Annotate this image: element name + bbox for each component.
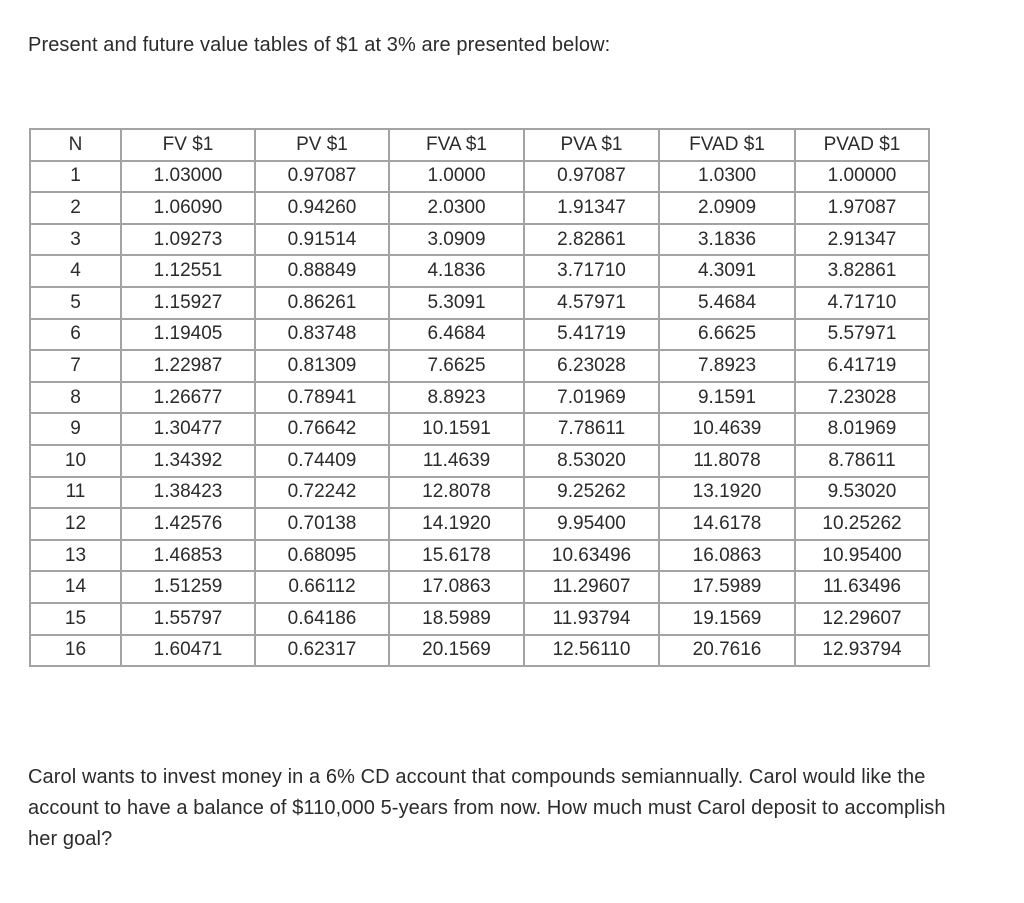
period-cell: 16 xyxy=(30,635,121,667)
value-tables-container xyxy=(29,128,930,667)
value-cell: 3.82861 xyxy=(795,255,929,287)
value-cell: 5.57971 xyxy=(795,319,929,351)
table-row xyxy=(30,319,929,351)
value-cell: 1.09273 xyxy=(121,224,255,256)
value-cell: 8.01969 xyxy=(795,413,929,445)
value-cell: 12.8078 xyxy=(389,477,524,509)
table-header-row xyxy=(30,129,929,161)
value-cell: 12.29607 xyxy=(795,603,929,635)
value-cell: 0.68095 xyxy=(255,540,389,572)
value-cell: 10.63496 xyxy=(524,540,659,572)
period-cell: 4 xyxy=(30,255,121,287)
value-cell: 1.42576 xyxy=(121,508,255,540)
value-cell: 0.72242 xyxy=(255,477,389,509)
value-cell: 1.91347 xyxy=(524,192,659,224)
value-cell: 8.78611 xyxy=(795,445,929,477)
value-cell: 2.82861 xyxy=(524,224,659,256)
value-cell: 6.23028 xyxy=(524,350,659,382)
value-cell: 9.1591 xyxy=(659,382,795,414)
value-cell: 8.8923 xyxy=(389,382,524,414)
value-cell: 4.71710 xyxy=(795,287,929,319)
value-cell: 4.3091 xyxy=(659,255,795,287)
value-cell: 4.57971 xyxy=(524,287,659,319)
value-cell: 1.26677 xyxy=(121,382,255,414)
value-cell: 19.1569 xyxy=(659,603,795,635)
value-cell: 11.4639 xyxy=(389,445,524,477)
value-cell: 0.70138 xyxy=(255,508,389,540)
value-cell: 0.86261 xyxy=(255,287,389,319)
column-header: N xyxy=(30,129,121,161)
value-cell: 2.0909 xyxy=(659,192,795,224)
value-cell: 3.1836 xyxy=(659,224,795,256)
value-cell: 0.94260 xyxy=(255,192,389,224)
value-cell: 4.1836 xyxy=(389,255,524,287)
value-cell: 1.34392 xyxy=(121,445,255,477)
value-cell: 5.3091 xyxy=(389,287,524,319)
table-row xyxy=(30,413,929,445)
value-cell: 20.7616 xyxy=(659,635,795,667)
table-row xyxy=(30,508,929,540)
value-cell: 9.53020 xyxy=(795,477,929,509)
value-cell: 7.78611 xyxy=(524,413,659,445)
value-cell: 7.8923 xyxy=(659,350,795,382)
value-cell: 10.25262 xyxy=(795,508,929,540)
value-cell: 12.56110 xyxy=(524,635,659,667)
period-cell: 1 xyxy=(30,161,121,193)
period-cell: 2 xyxy=(30,192,121,224)
value-cell: 0.64186 xyxy=(255,603,389,635)
value-cell: 1.51259 xyxy=(121,571,255,603)
value-cell: 0.74409 xyxy=(255,445,389,477)
value-cell: 10.4639 xyxy=(659,413,795,445)
column-header: PVA $1 xyxy=(524,129,659,161)
table-row xyxy=(30,635,929,667)
value-cell: 18.5989 xyxy=(389,603,524,635)
period-cell: 9 xyxy=(30,413,121,445)
column-header: PVAD $1 xyxy=(795,129,929,161)
value-cell: 1.03000 xyxy=(121,161,255,193)
value-cell: 11.29607 xyxy=(524,571,659,603)
value-cell: 9.25262 xyxy=(524,477,659,509)
value-cell: 1.0000 xyxy=(389,161,524,193)
column-header: FV $1 xyxy=(121,129,255,161)
value-cell: 0.78941 xyxy=(255,382,389,414)
value-cell: 0.88849 xyxy=(255,255,389,287)
value-cell: 20.1569 xyxy=(389,635,524,667)
value-cell: 2.91347 xyxy=(795,224,929,256)
value-cell: 11.93794 xyxy=(524,603,659,635)
table-row xyxy=(30,287,929,319)
value-cell: 12.93794 xyxy=(795,635,929,667)
value-cell: 1.06090 xyxy=(121,192,255,224)
value-cell: 0.66112 xyxy=(255,571,389,603)
value-cell: 0.62317 xyxy=(255,635,389,667)
period-cell: 14 xyxy=(30,571,121,603)
period-cell: 5 xyxy=(30,287,121,319)
table-row xyxy=(30,445,929,477)
present-future-value-table xyxy=(29,128,930,667)
column-header: FVAD $1 xyxy=(659,129,795,161)
value-cell: 0.97087 xyxy=(255,161,389,193)
period-cell: 3 xyxy=(30,224,121,256)
value-cell: 0.97087 xyxy=(524,161,659,193)
table-row xyxy=(30,477,929,509)
value-cell: 7.6625 xyxy=(389,350,524,382)
value-cell: 0.91514 xyxy=(255,224,389,256)
value-cell: 10.95400 xyxy=(795,540,929,572)
table-row xyxy=(30,224,929,256)
value-cell: 16.0863 xyxy=(659,540,795,572)
value-cell: 14.6178 xyxy=(659,508,795,540)
table-row xyxy=(30,571,929,603)
value-cell: 8.53020 xyxy=(524,445,659,477)
value-cell: 14.1920 xyxy=(389,508,524,540)
value-cell: 6.41719 xyxy=(795,350,929,382)
value-cell: 1.55797 xyxy=(121,603,255,635)
value-cell: 17.0863 xyxy=(389,571,524,603)
table-body xyxy=(30,161,929,667)
period-cell: 6 xyxy=(30,319,121,351)
value-cell: 5.41719 xyxy=(524,319,659,351)
value-cell: 3.0909 xyxy=(389,224,524,256)
value-cell: 0.76642 xyxy=(255,413,389,445)
period-cell: 11 xyxy=(30,477,121,509)
value-cell: 0.81309 xyxy=(255,350,389,382)
value-cell: 1.19405 xyxy=(121,319,255,351)
column-header: FVA $1 xyxy=(389,129,524,161)
period-cell: 8 xyxy=(30,382,121,414)
table-row xyxy=(30,540,929,572)
value-cell: 6.6625 xyxy=(659,319,795,351)
value-cell: 1.12551 xyxy=(121,255,255,287)
value-cell: 0.83748 xyxy=(255,319,389,351)
value-cell: 7.01969 xyxy=(524,382,659,414)
table-header xyxy=(30,129,929,161)
value-cell: 15.6178 xyxy=(389,540,524,572)
period-cell: 13 xyxy=(30,540,121,572)
period-cell: 12 xyxy=(30,508,121,540)
value-cell: 1.46853 xyxy=(121,540,255,572)
intro-text: Present and future value tables of $1 at 3% are presented below: xyxy=(28,34,611,56)
period-cell: 10 xyxy=(30,445,121,477)
value-cell: 1.38423 xyxy=(121,477,255,509)
table-row xyxy=(30,350,929,382)
period-cell: 15 xyxy=(30,603,121,635)
value-cell: 11.8078 xyxy=(659,445,795,477)
table-row xyxy=(30,603,929,635)
value-cell: 11.63496 xyxy=(795,571,929,603)
table-row xyxy=(30,161,929,193)
table-row xyxy=(30,255,929,287)
value-cell: 5.4684 xyxy=(659,287,795,319)
period-cell: 7 xyxy=(30,350,121,382)
value-cell: 2.0300 xyxy=(389,192,524,224)
value-cell: 3.71710 xyxy=(524,255,659,287)
value-cell: 17.5989 xyxy=(659,571,795,603)
value-cell: 13.1920 xyxy=(659,477,795,509)
value-cell: 10.1591 xyxy=(389,413,524,445)
value-cell: 6.4684 xyxy=(389,319,524,351)
table-row xyxy=(30,382,929,414)
value-cell: 1.30477 xyxy=(121,413,255,445)
column-header: PV $1 xyxy=(255,129,389,161)
value-cell: 1.97087 xyxy=(795,192,929,224)
value-cell: 1.22987 xyxy=(121,350,255,382)
value-cell: 9.95400 xyxy=(524,508,659,540)
value-cell: 1.00000 xyxy=(795,161,929,193)
value-cell: 1.0300 xyxy=(659,161,795,193)
table-row xyxy=(30,192,929,224)
question-text: Carol wants to invest money in a 6% CD account that compounds semiannually. Carol would like the account to have a balance of $110,000 5-years from now. How much must Carol deposit to accomplish her goal? xyxy=(28,766,946,850)
value-cell: 7.23028 xyxy=(795,382,929,414)
value-cell: 1.15927 xyxy=(121,287,255,319)
value-cell: 1.60471 xyxy=(121,635,255,667)
